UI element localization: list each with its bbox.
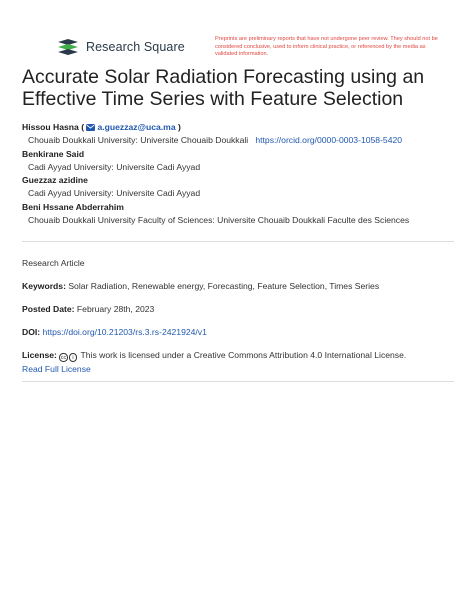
- license-row: [22, 350, 406, 362]
- logo-text: Research Square: [86, 40, 185, 54]
- doi-link[interactable]: https://doi.org/10.21203/rs.3.rs-2421924/v1: [42, 327, 207, 337]
- author-name: Beni Hssane Abderrahim: [22, 201, 124, 212]
- author-affiliation: Chouaib Doukkali University: Universite Chouaib Doukkali https://orcid.org/0000-0003-1058-5420: [28, 135, 403, 145]
- posted-date-label: Posted Date:: [22, 304, 75, 314]
- mail-icon: [86, 124, 95, 131]
- orcid-link[interactable]: https://orcid.org/0000-0003-1058-5420: [255, 135, 403, 145]
- license-label: License:: [22, 350, 57, 360]
- doi-label: DOI:: [22, 327, 41, 337]
- posted-date-row: [22, 304, 154, 314]
- author-affiliation: Cadi Ayyad University: Universite Cadi Ayyad: [28, 161, 201, 172]
- divider: [22, 241, 454, 242]
- author-name: Benkirane Said: [22, 148, 85, 159]
- posted-date-value: February 28th, 2023: [76, 304, 155, 314]
- author-list: [22, 121, 462, 227]
- author-email-link[interactable]: a.guezzaz@uca.ma: [97, 122, 176, 132]
- doi-row: [22, 327, 207, 337]
- author-affiliation: Chouaib Doukkali University Faculty of Sciences: Universite Chouaib Doukkali Faculte des Sciences: [28, 214, 410, 225]
- preprint-notice: Preprints are preliminary reports that have not undergone peer review. They should not be considered conclusive, used to inform clinical practice, or referenced by the media as validated information.: [215, 36, 438, 58]
- keywords-row: [22, 281, 379, 291]
- read-full-license-link[interactable]: Read Full License: [22, 364, 91, 374]
- article-title: Accurate Solar Radiation Forecasting using an Effective Time Series with Feature Selection: [22, 66, 425, 110]
- license-text: This work is licensed under a Creative Commons Attribution 4.0 International License.: [80, 350, 407, 360]
- research-square-logo[interactable]: [56, 38, 185, 56]
- research-square-logo-icon: [56, 38, 80, 56]
- divider: [22, 381, 454, 382]
- by-icon: i: [69, 353, 78, 362]
- author-affiliation: Cadi Ayyad University: Universite Cadi Ayyad: [28, 188, 201, 198]
- author-name: Guezzaz azidine: [22, 175, 88, 185]
- article-type: Research Article: [22, 258, 85, 268]
- keywords-value: Solar Radiation, Renewable energy, Forecasting, Feature Selection, Times Series: [68, 281, 380, 291]
- author-name: Hissou Hasna ( a.guezzaz@uca.ma ): [22, 122, 181, 132]
- keywords-label: Keywords:: [22, 281, 66, 291]
- cc-icon: cc: [60, 355, 67, 361]
- read-license-row: [22, 364, 91, 374]
